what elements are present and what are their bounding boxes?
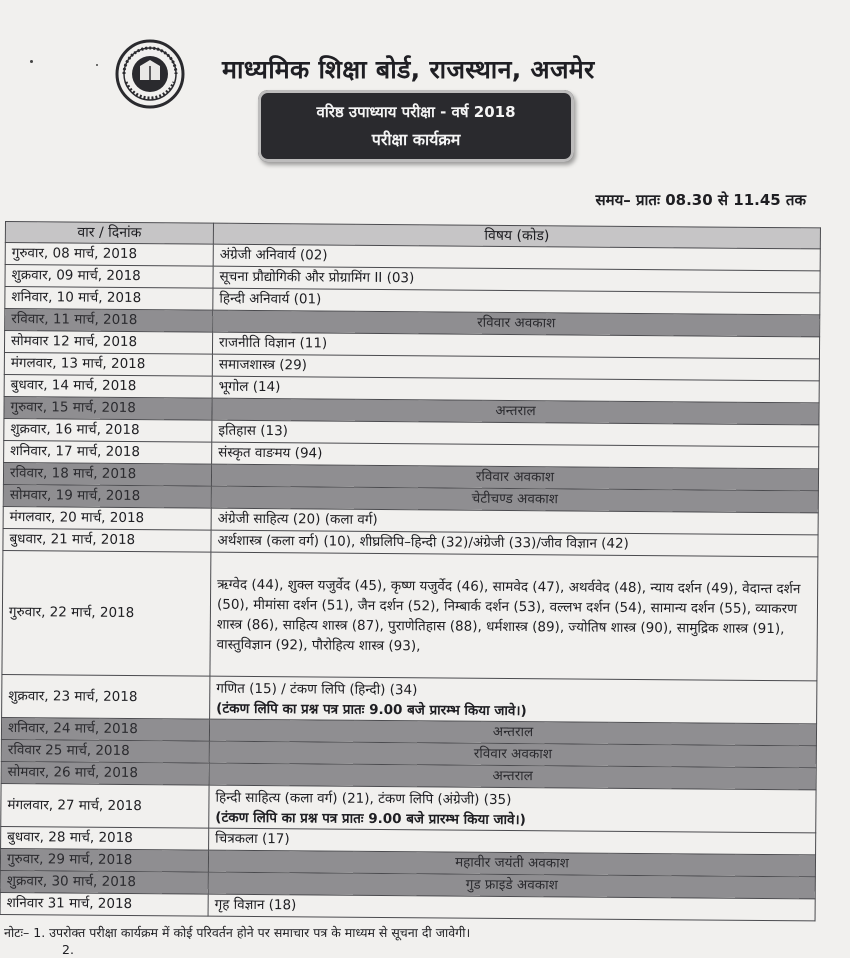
subject-text: अन्तराल	[492, 767, 533, 785]
note-1: 1. उपरोक्त परीक्षा कार्यक्रम में कोई परिवर्तन होने पर समाचार पत्र के माध्यम से सूचना दी जावेगी।	[33, 925, 471, 940]
subject-text: सूचना प्रौद्योगिकी और प्रोग्रामिंग II (03)	[219, 268, 415, 287]
subject-text: हिन्दी साहित्य (कला वर्ग) (21), टंकण लिपि (अंग्रेजी) (35)	[215, 789, 512, 808]
day-date-cell: शनिवार, 17 मार्च, 2018	[4, 440, 212, 464]
column-header-subject-code: विषय (कोड)	[213, 223, 820, 249]
subject-text: अर्थशास्त्र (कला वर्ग) (10), शीघ्रलिपि–हिन्दी (32)/अंग्रेजी (33)/जीव विज्ञान (42)	[217, 532, 629, 552]
scan-speck	[30, 60, 33, 63]
subject-text: रविवार अवकाश	[475, 468, 555, 486]
day-date-cell: बुधवार, 21 मार्च, 2018	[3, 528, 211, 552]
day-date-cell: शनिवार, 10 मार्च, 2018	[5, 287, 213, 311]
typing-paper-note: (टंकण लिपि का प्रश्न पत्र प्रातः 9.00 बजे प्रारम्भ किया जावे।)	[215, 809, 526, 828]
exam-title: वरिष्ठ उपाध्याय परीक्षा - वर्ष 2018	[316, 103, 516, 121]
subject-text: महावीर जयंती अवकाश	[455, 854, 569, 872]
table-row	[1, 783, 816, 832]
board-seal-logo	[114, 38, 186, 110]
subject-text: रविवार अवकाश	[477, 314, 556, 332]
subject-text: हिन्दी अनिवार्य (01)	[219, 290, 322, 308]
day-date-cell: शुक्रवार, 09 मार्च, 2018	[5, 265, 213, 289]
subject-text: अंग्रेजी अनिवार्य (02)	[219, 246, 328, 264]
day-date-cell: सोमवार, 26 मार्च, 2018	[1, 761, 209, 785]
day-date-cell: रविवार, 11 मार्च, 2018	[5, 309, 213, 333]
subject-text: गणित (15) / टंकण लिपि (हिन्दी) (34)	[216, 680, 418, 698]
day-date-cell: गुरुवार, 22 मार्च, 2018	[2, 550, 211, 676]
table-row	[2, 550, 818, 680]
note-2: 2.	[62, 942, 74, 957]
exam-title-box	[258, 90, 574, 162]
subject-text: चित्रकला (17)	[215, 830, 290, 848]
day-date-cell: मंगलवार, 20 मार्च, 2018	[3, 506, 211, 530]
day-date-cell: रविवार, 18 मार्च, 2018	[3, 462, 211, 486]
subject-text: समाजशास्त्र (29)	[218, 356, 308, 374]
day-date-cell: शुक्रवार, 30 मार्च, 2018	[0, 870, 208, 894]
day-date-cell: गुरुवार, 15 मार्च, 2018	[4, 396, 212, 420]
day-date-cell: सोमवार, 19 मार्च, 2018	[3, 484, 211, 508]
subject-text: राजनीति विज्ञान (11)	[218, 334, 328, 352]
day-date-cell: मंगलवार, 27 मार्च, 2018	[1, 783, 209, 828]
subject-text: गृह विज्ञान (18)	[214, 896, 297, 914]
exam-time: समय– प्रातः 08.30 से 11.45 तक	[595, 191, 806, 209]
board-title: माध्यमिक शिक्षा बोर्ड, राजस्थान, अजमेर	[222, 55, 595, 84]
day-date-cell: सोमवार 12 मार्च, 2018	[4, 331, 212, 355]
day-date-cell: गुरुवार, 08 मार्च, 2018	[5, 243, 213, 267]
subject-cell	[209, 785, 816, 833]
subject-cell	[210, 676, 817, 724]
column-header-day-date: वार / दिनांक	[5, 222, 213, 245]
notes	[4, 924, 844, 958]
subject-text: संस्कृत वाङमय (94)	[218, 444, 323, 462]
day-date-cell: गुरुवार, 29 मार्च, 2018	[0, 848, 208, 872]
day-date-cell: शनिवार, 24 मार्च, 2018	[1, 717, 209, 741]
subject-text: ऋग्वेद (44), शुक्ल यजुर्वेद (45), कृष्ण यजुर्वेद (46), सामवेद (47), अथर्ववेद (48), न्याय दर्शन (49), वेदान्त दर्शन (50), मीमांसा दर्शन (51), जैन दर्शन (52), निम्बार्क दर्शन (53), वल्लभ दर्शन (54), सामान्य दर्शन (55), व्याकरण शास्त्र (86), साहित्य शास्त्र (87), पुराणेतिहास (88), धर्मशास्त्र (89), ज्योतिष शास्त्र (90), सामुद्रिक शास्त्र (91), वास्तुविज्ञान (92), पौरोहित्य शास्त्र (93),	[216, 576, 801, 655]
subject-text: रविवार अवकाश	[473, 745, 553, 763]
day-date-cell: रविवार 25 मार्च, 2018	[1, 739, 209, 763]
subject-text: अंग्रेजी साहित्य (20) (कला वर्ग)	[217, 510, 378, 528]
programme-title: परीक्षा कार्यक्रम	[371, 130, 461, 149]
subject-cell	[210, 552, 818, 681]
subject-text: इतिहास (13)	[218, 422, 289, 440]
subject-text: चेटीचण्ड अवकाश	[471, 490, 559, 508]
subject-text: अन्तराल	[495, 402, 536, 420]
day-date-cell: मंगलवार, 13 मार्च, 2018	[4, 352, 212, 376]
exam-schedule-table	[0, 221, 821, 921]
notes-label: नोटः–	[4, 925, 30, 940]
scan-speck	[96, 64, 98, 66]
subject-text: भूगोल (14)	[218, 378, 281, 396]
subject-text: अन्तराल	[492, 723, 534, 741]
day-date-cell: शुक्रवार, 16 मार्च, 2018	[4, 418, 212, 442]
day-date-cell: बुधवार, 14 मार्च, 2018	[4, 374, 212, 398]
day-date-cell: शनिवार 31 मार्च, 2018	[0, 892, 208, 916]
subject-text: गुड फ्राइडे अवकाश	[465, 876, 558, 894]
typing-paper-note: (टंकण लिपि का प्रश्न पत्र प्रातः 9.00 बजे प्रारम्भ किया जावे।)	[216, 700, 527, 719]
day-date-cell: शुक्रवार, 23 मार्च, 2018	[2, 674, 210, 719]
table-row	[2, 674, 817, 723]
subject-cell	[208, 894, 815, 921]
day-date-cell: बुधवार, 28 मार्च, 2018	[1, 826, 209, 850]
